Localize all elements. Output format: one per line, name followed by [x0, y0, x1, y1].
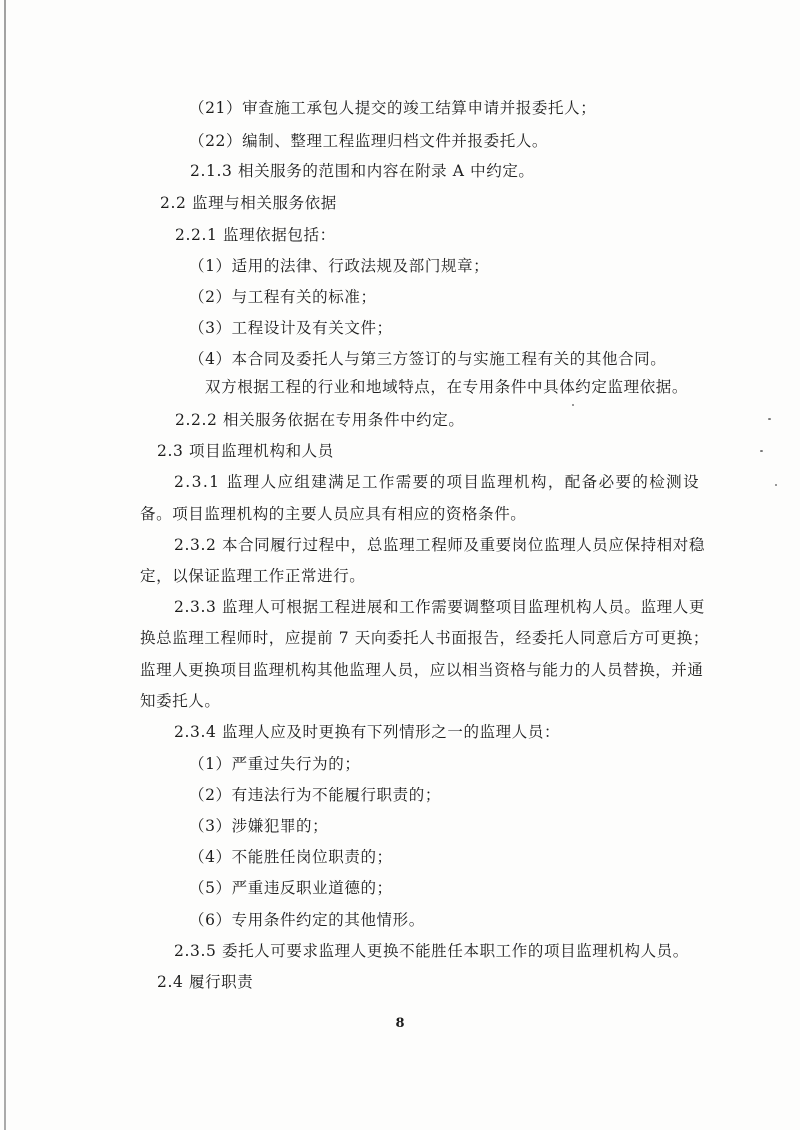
text-line: 换总监理工程师时，应提前 7 天向委托人书面报告，经委托人同意后方可更换；	[140, 629, 709, 647]
section-heading: 2.2 监理与相关服务依据	[160, 194, 337, 212]
text-line: （22）编制、整理工程监理归档文件并报委托人。	[189, 132, 549, 150]
subsection-heading: 2.3.5 委托人可要求监理人更换不能胜任本职工作的项目监理机构人员。	[174, 942, 689, 960]
list-item: （2）与工程有关的标准；	[189, 288, 377, 306]
list-item: （1）适用的法律、行政法规及部门规章；	[189, 257, 490, 275]
list-item: （4）不能胜任岗位职责的；	[189, 848, 393, 866]
subsection-heading: 2.2.1 监理依据包括：	[175, 226, 336, 244]
text-line: 2.3.1 监理人应组建满足工作需要的项目监理机构，配备必要的检测设	[174, 473, 700, 491]
subsection-heading: 2.2.2 相关服务依据在专用条件中约定。	[175, 411, 465, 429]
scan-speck	[572, 404, 574, 406]
text-line: 2.1.3 相关服务的范围和内容在附录 A 中约定。	[190, 162, 535, 180]
list-item: （2）有违法行为不能履行职责的；	[189, 786, 441, 804]
list-item: （3）工程设计及有关文件；	[189, 319, 393, 337]
subsection-heading: 2.3.4 监理人应及时更换有下列情形之一的监理人员：	[174, 723, 561, 741]
section-heading: 2.4 履行职责	[157, 973, 254, 991]
text-line: 知委托人。	[140, 692, 221, 710]
scan-speck	[760, 450, 763, 452]
list-item: （6）专用条件约定的其他情形。	[189, 911, 425, 929]
list-item: （1）严重过失行为的；	[189, 755, 361, 773]
text-line: 监理人更换项目监理机构其他监理人员，应以相当资格与能力的人员替换，并通	[140, 661, 704, 679]
text-line: 备。项目监理机构的主要人员应具有相应的资格条件。	[140, 505, 527, 523]
text-line: 2.3.3 监理人可根据工程进展和工作需要调整项目监理机构人员。监理人更	[174, 598, 705, 616]
text-line: 双方根据工程的行业和地域特点，在专用条件中具体约定监理依据。	[205, 378, 689, 396]
section-heading: 2.3 项目监理机构和人员	[157, 442, 334, 460]
scan-speck	[768, 418, 771, 420]
text-line: 2.3.2 本合同履行过程中，总监理工程师及重要岗位监理人员应保持相对稳	[174, 536, 705, 554]
text-line: （21）审查施工承包人提交的竣工结算申请并报委托人；	[189, 99, 597, 117]
scan-edge-line	[4, 0, 6, 1130]
page-number: 8	[395, 1016, 405, 1031]
scan-speck	[775, 484, 777, 486]
list-item: （3）涉嫌犯罪的；	[189, 817, 329, 835]
text-line: 定，以保证监理工作正常进行。	[140, 567, 366, 585]
list-item: （5）严重违反职业道德的；	[189, 879, 393, 897]
list-item: （4）本合同及委托人与第三方签订的与实施工程有关的其他合同。	[189, 350, 667, 368]
